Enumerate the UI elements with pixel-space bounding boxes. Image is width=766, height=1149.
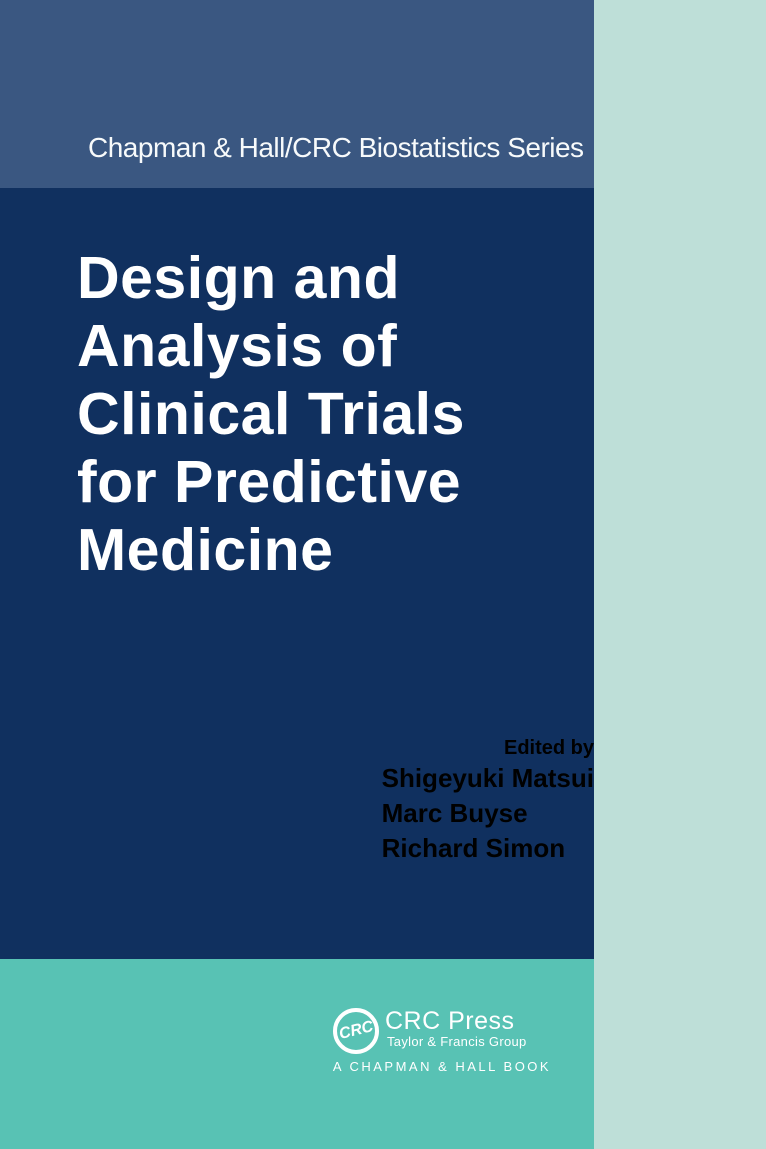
editor-name-3: Richard Simon	[381, 833, 566, 863]
editor-list	[382, 761, 594, 866]
publisher-logo-group	[0, 959, 594, 1149]
title-line-1: Design and	[77, 245, 400, 311]
editor-name-1: Shigeyuki Matsui	[381, 763, 594, 793]
imprint-line: A CHAPMAN & HALL BOOK	[332, 1059, 552, 1074]
crc-press-logo-icon	[333, 1008, 379, 1054]
title-line-3: Clinical Trials	[77, 381, 465, 447]
series-band	[0, 0, 594, 188]
book-title	[77, 244, 465, 584]
publisher-band	[0, 959, 594, 1149]
title-line-5: Medicine	[77, 517, 334, 583]
publisher-name: CRC Press	[385, 1007, 515, 1035]
title-line-4: for Predictive	[77, 449, 462, 515]
editor-name-2: Marc Buyse	[381, 798, 528, 828]
title-line-2: Analysis of	[77, 313, 398, 379]
series-title: Chapman & Hall/CRC Biostatistics Series	[88, 132, 584, 163]
edited-by-label: Edited by	[503, 737, 594, 759]
cover-edge-strip	[594, 0, 766, 1149]
title-area	[0, 188, 594, 959]
crc-monogram: CRC	[336, 1018, 375, 1043]
publisher-group: Taylor & Francis Group	[387, 1034, 527, 1049]
